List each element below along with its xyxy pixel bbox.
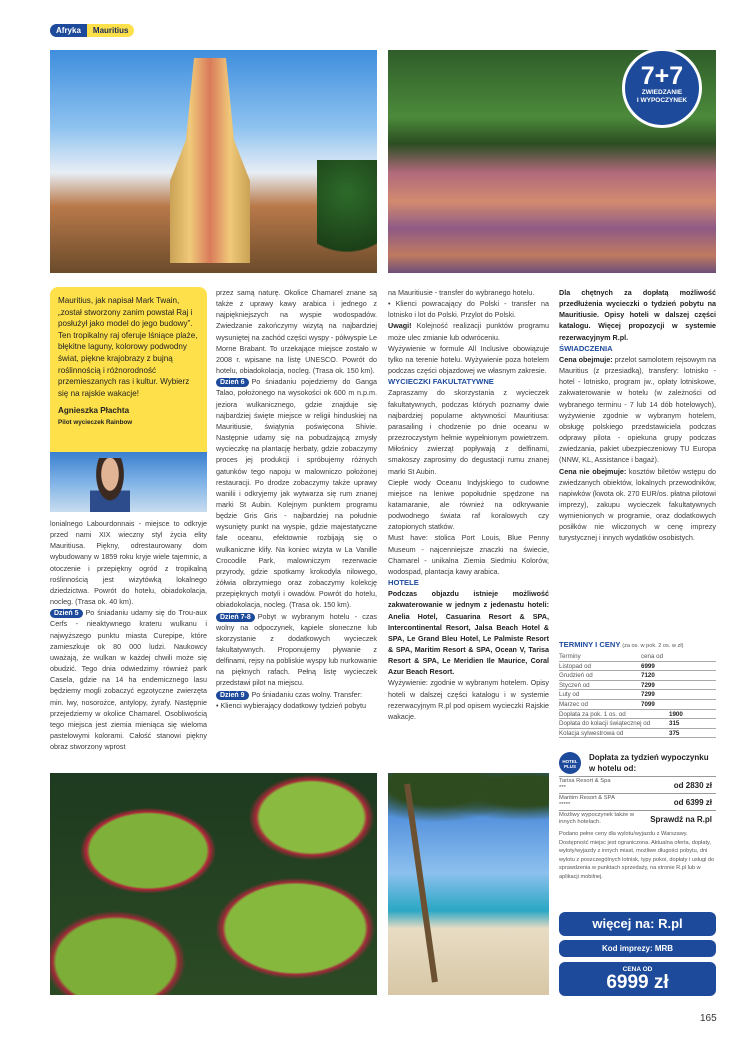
prices-title: TERMINY I CENY [559, 640, 621, 649]
paragraph: kosztów biletów wstępu do zwiedzanych obiektów, lokalnych przewodników, napiwków (kwota ok. 270 EUR/os. płatna pilotowi imprezy), zakupu wycieczek fakultatywnych wymienionych w programie, oraz dodatkowych posiłków nie wliczonych w cenę imprezy turystycznej i innych wydatków osobistych. [559, 466, 716, 543]
paragraph: • Klienci wybierający dodatkowy tydzień pobytu [216, 700, 366, 710]
paragraph: • Klienci powracający do Polski - transfer na lotnisko i lot do Polski. Przylot do Polski. [388, 299, 549, 320]
section-heading-excursions: WYCIECZKI FAKULTATYWNE [388, 377, 494, 387]
badge-line2: I WYPOCZYNEK [636, 97, 688, 104]
prices-subtitle: (za os. w pok. 2 os. w zł) [622, 643, 684, 649]
logo-text: PLUS [563, 764, 576, 769]
paragraph: Po śniadaniu pojedziemy do Ganga Talao, położonego na wysokości ok 600 m n.p.m. jeziora wulkanicznego, gdzie znajduje się najbardziej święte miejsce w religii hinduskiej na Mauritiusie, świątynia poświęcona Shivie. Następnie udamy się na pobudzającą zmysły wycieczkę na plantację herbaty, gdzie zobaczymy proces jej produkcji i spróbujemy różnych gatunków tego napoju w malowniczo położonej restauracji. Po drodze zobaczymy także uprawy wanilii i odkryjemy jak wytwarza się rum znanej marki St Aubin. Kolejnym punktem programu będzie Gris Gris - najbardziej na południe wysunięty punkt na wyspie, gdzie majestatyczne fale oceanu, efektownie rozbijają się o wulkaniczne klify. Na koniec wizyta w La Vanille Crocodile Park, malowniczym rezerwacie przyrody, gdzie spotkamy krokodyla nilowego, żółwia olbrzymiego oraz zobaczymy kolekcję przepięknych motyli i owadów. Powrót do hotelu, obiadokolacja, nocleg. (Trasa ok. 150 km). [216, 377, 377, 610]
paragraph: Podczas objazdu istnieje możliwość zakwaterowanie w jednym z jedenastu hoteli: Anelia Hotel, Casuarina Resort & SPA, Intercontinental Resort, Jalsa Beach Hotel & SPA, Le Grand Bleu Hotel, Le Palmiste Resort & SPA, Maritim Resort & SPA, Ocean V, Tarisa Resort & SPA, Le Meridien Ile Maurice, Coral Azur Beach Resort. [388, 589, 549, 677]
breadcrumb-country[interactable]: Mauritius [87, 24, 135, 37]
prices-table [559, 640, 716, 738]
term: Listopad od [559, 662, 591, 670]
badge-title: 7+7 [640, 62, 684, 90]
badge-line1: ZWIEDZANIE [641, 89, 683, 96]
day-badge: Dzień 5 [50, 609, 83, 618]
table-row [559, 671, 716, 681]
excluded-label: Cena nie obejmuje: [559, 466, 627, 476]
itinerary-column-2 [216, 287, 377, 711]
hotel-price: od 2830 zł [673, 781, 712, 790]
day-badge: Dzień 6 [216, 378, 249, 387]
hotel-price: od 6399 zł [673, 798, 712, 807]
price-label: CENA OD [622, 966, 653, 973]
quote-text: Mauritius, jak napisał Mark Twain, „został stworzony zanim powstał Raj i posłużył jako model do jego budowy”. Ten tropikalny raj oferuje lśniące plaże, błękitne laguny, kolorowy podwodny świat, piękne krajobrazy z bujną roślinnością i różnorodność przemieszanych ras i kultur. Wybierz się na rajskie wakacje! [58, 296, 198, 398]
paragraph: Pobyt w wybranym hotelu - czas wolny na odpoczynek, kąpiele słoneczne lub skorzystanie z dodatkowych wycieczek fakultatywnych. Proponujemy pływanie z delfinami, rejsy na pobliskie wyspy lub nurkowanie na pięknych rafach. Pełną listę wycieczek przedstawi pilot na miejscu. [216, 611, 377, 688]
column-header: cena od [641, 653, 664, 660]
day-badge: Dzień 9 [216, 691, 249, 700]
hotel-price: Sprawdź na R.pl [650, 815, 712, 824]
term: Dopłata do kolacji świątecznej od [559, 720, 651, 728]
price: 7120 [641, 672, 655, 680]
itinerary-column-3 [388, 287, 549, 722]
term: Styczeń od [559, 681, 590, 689]
price-value: 6999 zł [606, 972, 669, 993]
hotel-stars: ***** [559, 802, 571, 809]
price-notes: Podano pełne ceny dla wylotu/wyjazdu z Warszawy. Dostępność miejsc jest ograniczona. Aktualna oferta, dopłaty, wyloty/wyjazdy z innych miast, możliwe długości pobytu, dni wylotu z poszczególnych lotnisk, typy pokoi, dopłaty i usługi do sprawdzenia w punktach sprzedaży, na stronie R.pl lub w aplikacji mobilnej. [559, 831, 715, 880]
table-row [559, 662, 716, 672]
hotel-row [559, 793, 716, 810]
section-heading-hotels: HOTELE [388, 578, 419, 588]
term: Luty od [559, 691, 580, 699]
paragraph: Ciepłe wody Oceanu Indyjskiego to cudowne miejsce na leniwe popołudnie spędzone na katamaranie, ale również na odkrywanie podwodnego świata raf koralowych czy zatopionych statków. [388, 477, 549, 532]
table-row [559, 719, 716, 729]
term: Dopłata za pok. 1 os. od [559, 710, 626, 718]
pilot-photo [50, 452, 207, 512]
temple-photo [50, 50, 377, 273]
breadcrumb-region[interactable]: Afryka [50, 24, 87, 37]
paragraph: Po śniadaniu czas wolny. Transfer: [251, 689, 363, 699]
paragraph: przez samą naturę. Okolice Chamarel znane są także z uprawy kawy arabica i jednego z najpiękniejszych na wyspie wodospadów. Zwiedzanie zakończymy wizytą na najbardziej wysuniętej na zachód części wyspy - półwyspie Le Morne Brabant. To urzekające miejsce zostało w 2008 r. wpisane na listę UNESCO. Powrót do hotelu, obiadokolacja, nocleg. (Trasa ok. 150 km). [216, 288, 377, 376]
paragraph: Wyżywienie w formule All Inclusive obowiązuje tylko na terenie hotelu. Wyżywienie poza hotelem podczas części objazdowej we własnym zakresie. [388, 343, 549, 376]
water-lilies-photo [50, 773, 377, 995]
quote-author: Agnieszka Płachta [58, 406, 130, 416]
logo-text: HOTEL [562, 759, 578, 764]
price: 7099 [641, 700, 655, 708]
price: 6999 [641, 662, 655, 670]
quote-author-role: Pilot wycieczek Rainbow [58, 418, 133, 426]
paragraph: Kolejność realizacji punktów programu może ulec zmianie lub odwróceniu. [388, 321, 549, 342]
price: 315 [669, 720, 680, 728]
notes-label: Uwagi! [388, 321, 412, 331]
paragraph: lonialnego Labourdonnais - miejsce to odkryje przed nami XIX wieczny styl życia elity Mauritiusa. Piękny, odrestaurowany dom wybudowany w 1859 roku kryje wiele tajemnic, a otoczenie i przepiękny ogród z tropikalną roślinnością jest wizytówką lokalnego dziedzictwa. Powrót do hotelu, obiadokolacja, nocleg. (Trasa ok. 40 km). [50, 519, 207, 607]
table-row [559, 700, 716, 710]
column-header: Terminy [559, 653, 581, 660]
price-box [559, 962, 716, 996]
paragraph: Dla chętnych za dopłatą możliwość przedłużenia wycieczki o tydzień pobytu na Mauritiusie. Opisy hoteli w dalszej części katalogu. Więcej propozycji w systemie rezerwacyjnym R.pl. [559, 288, 716, 342]
page-number: 165 [700, 1013, 717, 1024]
paragraph: Po śniadaniu udamy się do Trou-aux Cerfs - nieaktywnego krateru wulkanu i najwyższego punktu miasta Curepipe, które zamieszkuje ok 80 000 ludzi. Naukowcy uważają, że wulkan w każdej chwili może się obudzić. Tego dnia odwiedzimy również park Casela, gdzie na 14 ha endemicznego lasu będziemy mogli zobaczyć egzotyczne zwierzęta min. lwy, nosorożce, antylopy, żyrafy. Następnie przejedziemy w okolice Chamarel. Osobliwością tego miejsca jest ziemia mieniąca się wieloma pastelowymi kolorami. Całość stanowi piękny obraz stworzony wprost [50, 608, 207, 752]
pilot-quote-box [50, 287, 207, 452]
paragraph: Must have: stolica Port Louis, Blue Penny Museum - najcenniejsze znaczki na świecie, Chamarel - unikalna Ziemia Siedmiu Kolorów, wodospad, plantacja kawy arabica. [388, 533, 549, 576]
term: Marzec od [559, 700, 588, 708]
hotel-plus-title: Dopłata za tydzień wypoczynku w hotelu od: [589, 753, 709, 773]
price: 7299 [641, 691, 655, 699]
paragraph: przelot samolotem rejsowym na Mauritius (z przesiadką), transfery: lotnisko - hotel - lotnisko, program jw., opłaty lotniskowe, zakwaterowanie w hotelu (w zależności od wybranego terminu - 7 lub 14 dób hotelowych), wyżywienie zgodnie w wybranym hotelem, obsługę polskiego przedstawiciela podczas odprawy pilota - opiekuna grupy podczas zwiedzania, pakiet ubezpieczeniowy TU Europa (NNW, KL, Assistance i bagaż). [559, 354, 717, 465]
itinerary-column-1 [50, 518, 207, 752]
term: Kolacja sylwestrowa od [559, 729, 624, 737]
table-row [559, 710, 716, 720]
breadcrumb [50, 24, 134, 37]
palm-beach-photo [388, 773, 549, 995]
hotel-plus-box [559, 750, 716, 827]
table-row [559, 729, 716, 739]
more-info-button[interactable]: więcej na: R.pl [559, 912, 716, 936]
section-heading-services: ŚWIADCZENIA [559, 343, 613, 353]
price: 1900 [669, 710, 683, 718]
hotel-stars: *** [559, 785, 566, 792]
hotel-row [559, 810, 716, 827]
included-label: Cena obejmuje: [559, 354, 613, 364]
paragraph: Wyżywienie: zgodnie w wybranym hotelem. Opisy hoteli w dalszej części katalogu i w systemie rezerwacyjnym R.pl pod opisem wycieczki Rajskie wakacje. [388, 678, 549, 721]
hotel-name: Tarisa Resort & Spa [559, 778, 611, 784]
day-badge: Dzień 7-8 [216, 613, 255, 622]
hotel-plus-logo [559, 752, 581, 774]
paragraph: na Mauritiusie - transfer do wybranego hotelu. [388, 288, 535, 297]
table-row [559, 681, 716, 691]
paragraph: Zapraszamy do skorzystania z wycieczek fakultatywnych, podczas których poznamy dwie najbardziej popularne aktywności Mauritiusa: parasailing i chodzenie po dnie oceanu w przezroczystym hełmie wypełnionym powietrzem. Miłośnicy zwierząt popływają z delfinami, smakoszy zaprosimy do degustacji rumu znanej marki St Aubin. [388, 388, 549, 476]
price: 7299 [641, 681, 655, 689]
services-column [559, 287, 716, 544]
price: 375 [669, 729, 680, 737]
tour-code: Kod imprezy: MRB [559, 940, 716, 957]
table-row [559, 690, 716, 700]
hotel-row [559, 776, 716, 793]
term: Grudzień od [559, 672, 593, 680]
hotel-name: Możliwy wypoczynek także w innych hotelach. [559, 812, 635, 826]
hotel-name: Maritim Resort & SPA [559, 795, 615, 801]
tour-type-badge [622, 48, 702, 128]
